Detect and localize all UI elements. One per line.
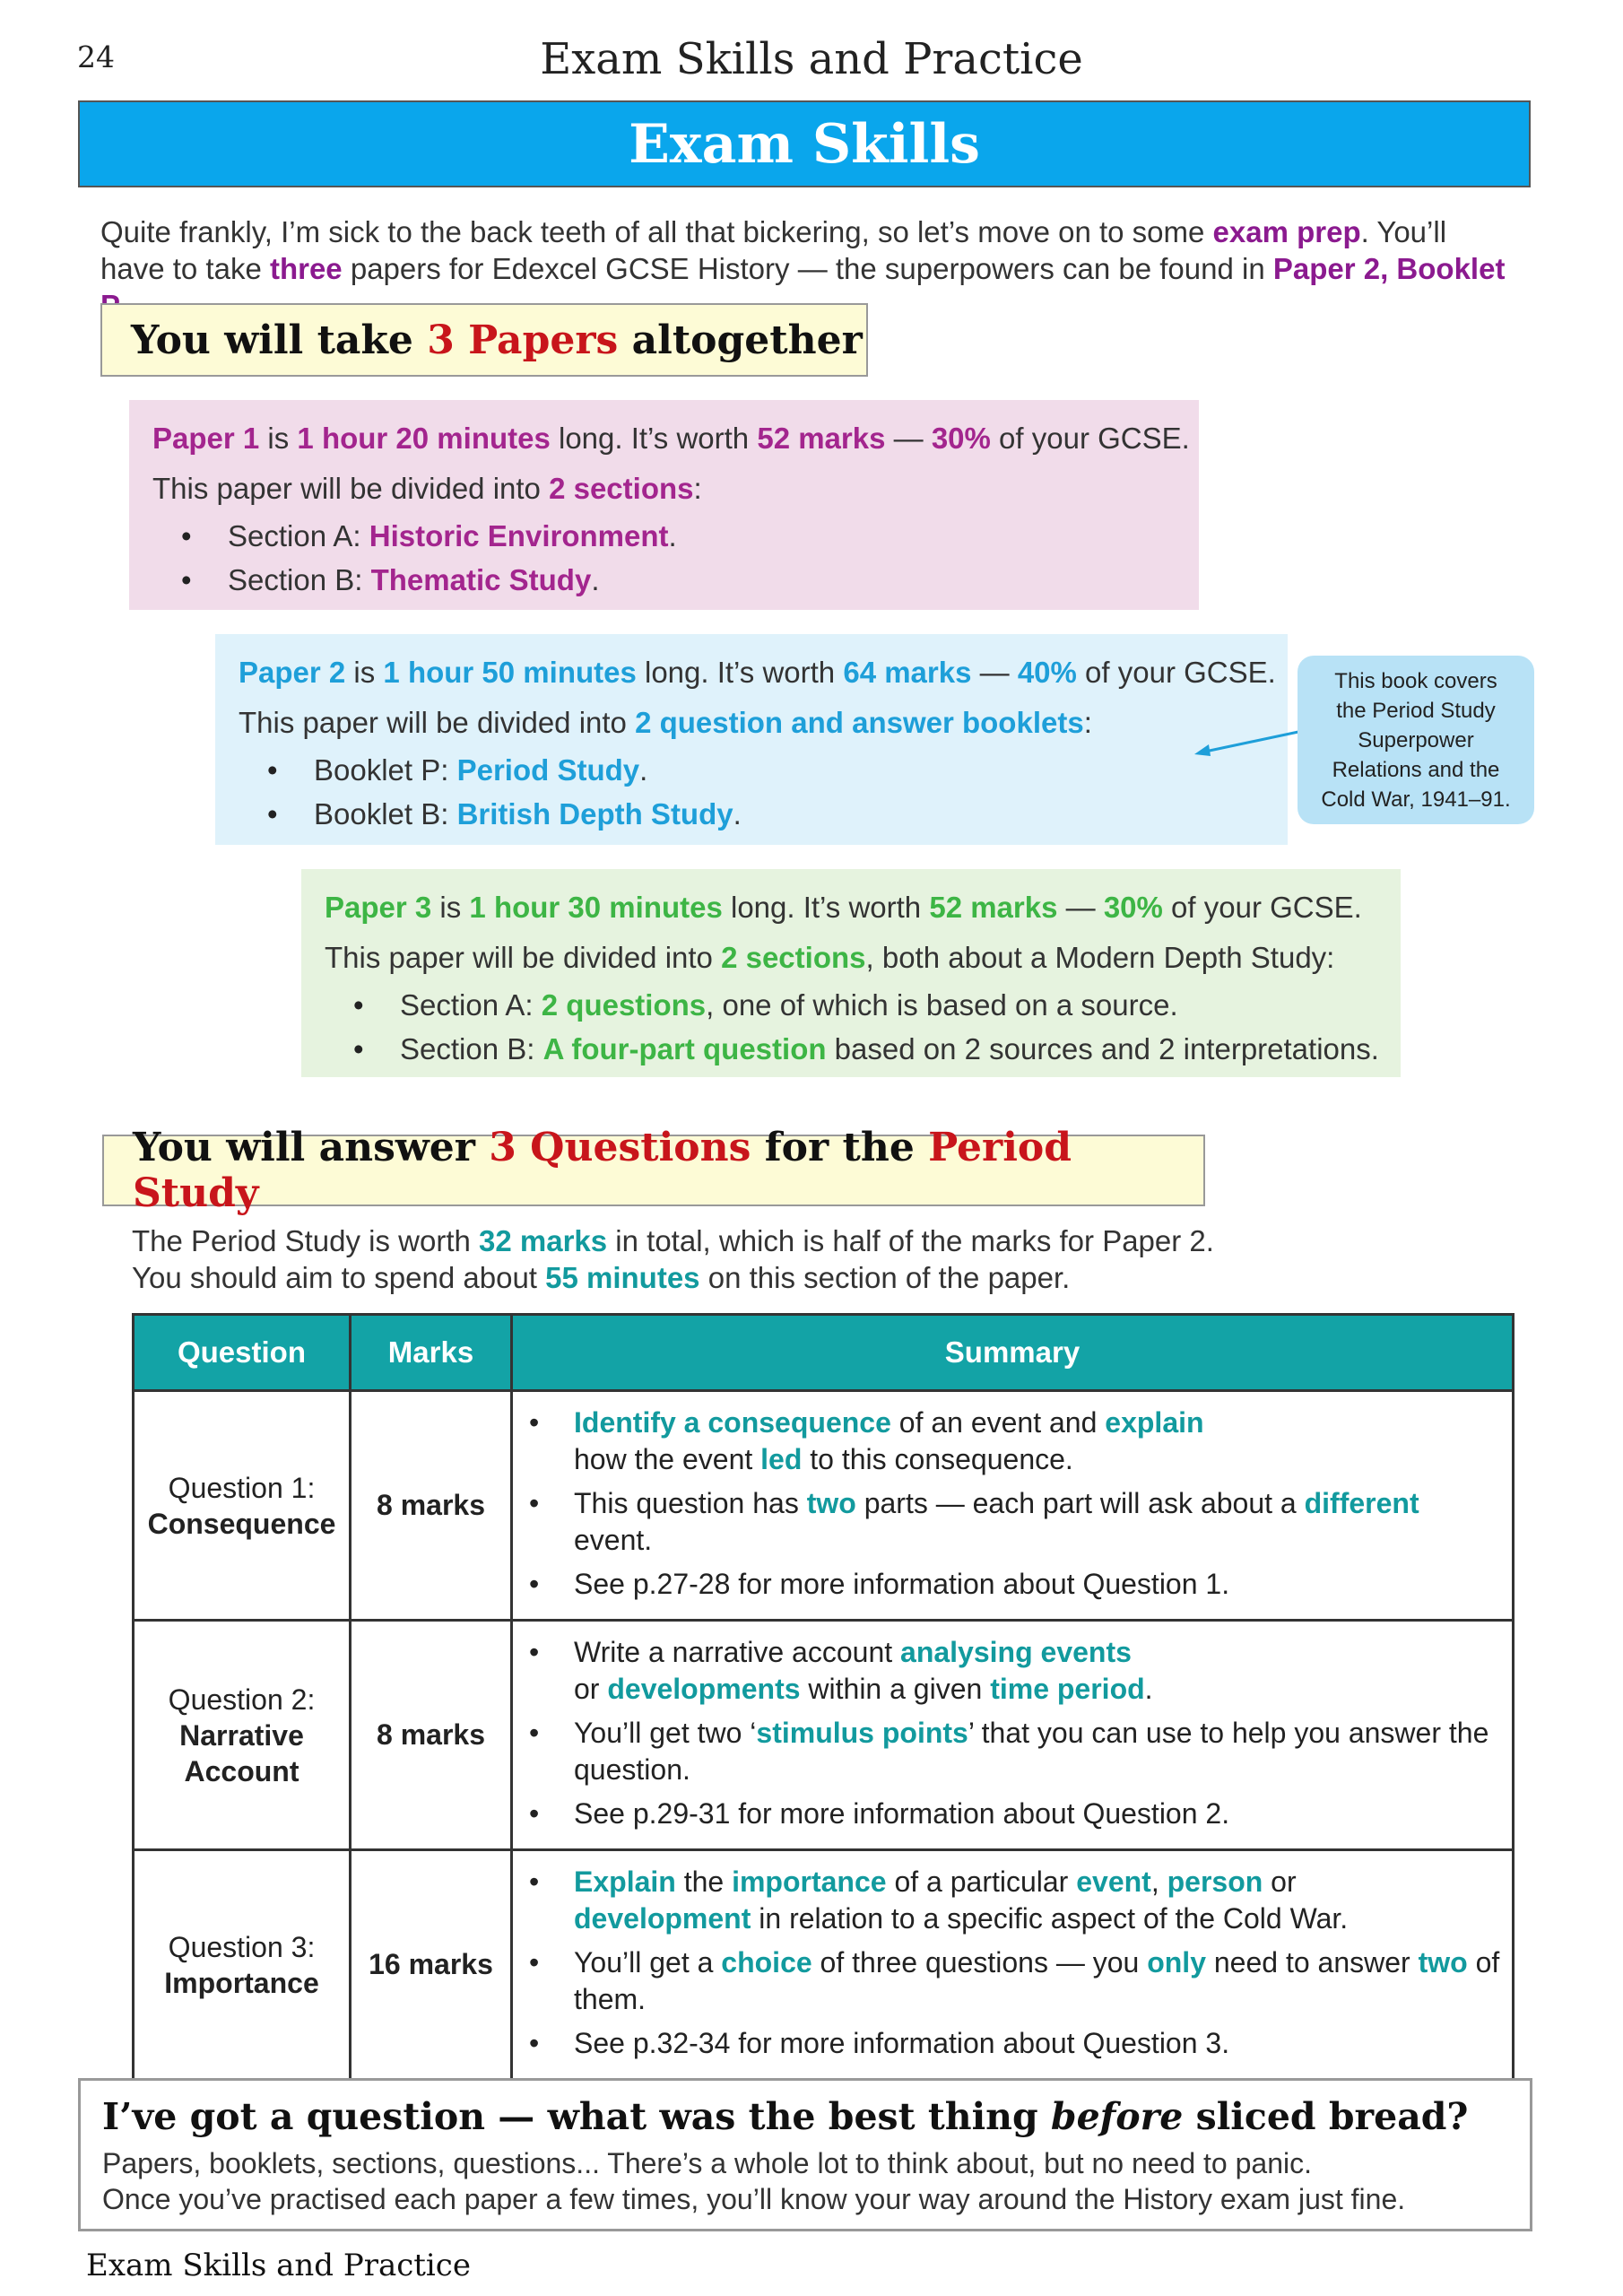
list-item: • See p.32-34 for more information about Question 3. bbox=[574, 2025, 1503, 2062]
summary-heading: I’ve got a question — what was the best thing before sliced bread? bbox=[102, 2095, 1469, 2138]
paper3-box: Paper 3 is 1 hour 30 minutes long. It’s worth 52 marks — 30% of your GCSE. This paper will be divided into 2 sections, both about a Modern Depth Study: • Section A: 2 questions, one of which is based on a source. • Section B: A four-part question based on 2 sources and 2 interpretations. bbox=[301, 869, 1401, 1077]
summary-cell bbox=[512, 1850, 1514, 2080]
running-title: Exam Skills and Practice bbox=[540, 34, 1083, 84]
marks-cell: 8 marks bbox=[351, 1391, 512, 1621]
list-item: • Section A: Historic Environment. bbox=[228, 514, 1199, 558]
intro-paragraph: Quite frankly, I’m sick to the back teeth of all that bickering, so let’s move on to some exam prep. You’ll have to take three papers for Edexcel GCSE History — the superpowers can be found in Paper 2, Booklet bbox=[100, 215, 1506, 285]
paper2-booklets bbox=[239, 748, 1288, 836]
column-header-question: Question bbox=[134, 1315, 351, 1391]
summary-text: Papers, booklets, sections, questions... There’s a whole lot to think about, but no need to panic. Once you’ve practised each paper a few times, you’ll know your way around the History exam just fine. bbox=[102, 2147, 1406, 2215]
question-cell: Question 2: Narrative Account bbox=[134, 1621, 351, 1850]
summary-cell bbox=[512, 1391, 1514, 1621]
column-header-marks: Marks bbox=[351, 1315, 512, 1391]
callout-arrow-icon bbox=[1193, 725, 1300, 761]
table-header-row bbox=[134, 1315, 1514, 1391]
questions-heading: You will answer 3 Questions for the Period Study bbox=[102, 1135, 1205, 1206]
marks-cell: 16 marks bbox=[351, 1850, 512, 2080]
table-row bbox=[134, 1850, 1514, 2080]
list-item: • You’ll get a choice of three questions — you only need to answer two of them. bbox=[574, 1944, 1503, 2018]
question-cell: Question 1: Consequence bbox=[134, 1391, 351, 1621]
paper1-box: Paper 1 is 1 hour 20 minutes long. It’s worth 52 marks — 30% of your GCSE. This paper will be divided into 2 sections: • Section A: Historic Environment. • Section B: Thematic Study. bbox=[129, 400, 1199, 610]
table-row bbox=[134, 1621, 1514, 1850]
question-cell: Question 3: Importance bbox=[134, 1850, 351, 2080]
summary-cell bbox=[512, 1621, 1514, 1850]
paper3-sections bbox=[325, 983, 1401, 1071]
list-item: • Booklet P: Period Study. bbox=[314, 748, 1288, 792]
list-item: • Write a narrative account analysing events or developments within a given time period. bbox=[574, 1634, 1503, 1708]
papers-heading: You will take 3 Papers altogether bbox=[100, 303, 868, 377]
marks-cell: 8 marks bbox=[351, 1621, 512, 1850]
list-item: • Explain the importance of a particular event, person or development in relation to a specific aspect of the Cold War. bbox=[574, 1864, 1503, 1937]
summary-box bbox=[78, 2078, 1532, 2231]
list-item: • Booklet B: British Depth Study. bbox=[314, 792, 1288, 836]
list-item: • See p.29-31 for more information about Question 2. bbox=[574, 1796, 1503, 1832]
book-coverage-callout: This book covers the Period Study Superpower Relations and the Cold War, 1941–91. bbox=[1298, 656, 1534, 824]
list-item: • You’ll get two ‘stimulus points’ that you can use to help you answer the question. bbox=[574, 1715, 1503, 1788]
paper1-sections bbox=[152, 514, 1199, 602]
paper2-box: Paper 2 is 1 hour 50 minutes long. It’s worth 64 marks — 40% of your GCSE. This paper will be divided into 2 question and answer booklets: • Booklet P: Period Study. • Booklet B: British Depth Study. bbox=[215, 634, 1288, 845]
table-row bbox=[134, 1391, 1514, 1621]
period-study-info: The Period Study is worth 32 marks in total, which is half of the marks for Paper 2. You should aim to spend about 55 minutes on this section of the paper. bbox=[132, 1224, 1214, 1294]
page-number: 24 bbox=[77, 39, 115, 74]
section-banner bbox=[78, 100, 1531, 187]
questions-table bbox=[132, 1313, 1515, 2081]
list-item: • See p.27-28 for more information about Question 1. bbox=[574, 1566, 1503, 1603]
list-item: • Section B: Thematic Study. bbox=[228, 558, 1199, 602]
list-item: • Section A: 2 questions, one of which is based on a source. bbox=[400, 983, 1401, 1027]
footer-label: Exam Skills and Practice bbox=[86, 2248, 471, 2283]
list-item: • Section B: A four-part question based on 2 sources and 2 interpretations. bbox=[400, 1027, 1401, 1071]
list-item: • Identify a consequence of an event and explain how the event led to this consequence. bbox=[574, 1405, 1503, 1478]
list-item: • This question has two parts — each part will ask about a different event. bbox=[574, 1485, 1503, 1559]
column-header-summary: Summary bbox=[512, 1315, 1514, 1391]
banner-title: Exam Skills bbox=[629, 112, 980, 176]
